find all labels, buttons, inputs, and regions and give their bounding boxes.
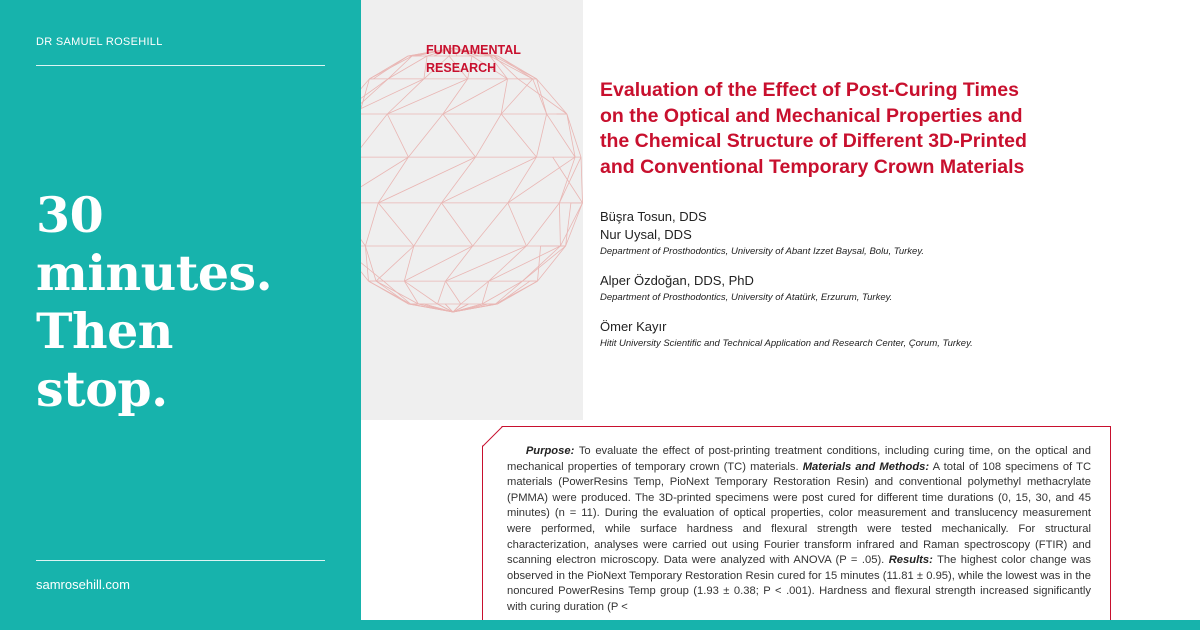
globe-edge xyxy=(414,203,442,246)
divider-bottom xyxy=(36,560,325,561)
globe-edge xyxy=(443,114,476,157)
author-affiliation-3: Hitit University Scientific and Technical Application and Research Center, Çorum, Turkey. xyxy=(600,338,973,349)
globe-edge xyxy=(387,79,424,114)
globe-edge xyxy=(559,203,560,246)
author-affiliation-2: Department of Prosthodontics, University of Atatürk, Erzurum, Turkey. xyxy=(600,292,893,303)
globe-edge xyxy=(518,79,567,114)
globe-edge xyxy=(560,203,582,246)
title-line: on the Optical and Mechanical Properties and xyxy=(600,104,1023,127)
author-name-3: Alper Özdoğan, DDS, PhD xyxy=(600,273,754,288)
globe-edge xyxy=(508,203,527,246)
globe-edge xyxy=(446,281,461,304)
globe-edge xyxy=(581,157,583,203)
globe-edge xyxy=(361,114,387,157)
globe-edge xyxy=(537,114,547,157)
globe-edge xyxy=(537,79,567,114)
globe-edge xyxy=(404,246,414,281)
headline xyxy=(36,186,336,418)
author-name-1: Büşra Tosun, DDS xyxy=(600,209,707,224)
purpose-text: To evaluate the effect of post-printing treatment conditions, including curing time, on the optical and mechanical properties of temporary crown (TC) materials. xyxy=(507,445,1091,473)
globe-edge xyxy=(442,203,473,246)
globe-edge xyxy=(404,281,437,304)
abstract-frame-corner xyxy=(482,426,504,448)
section-label-line: RESEARCH xyxy=(426,61,497,75)
title-line: and Conventional Temporary Crown Materials xyxy=(600,155,1025,178)
bottom-accent-strip xyxy=(361,620,1200,630)
globe-edge xyxy=(373,56,408,79)
site-url[interactable]: samrosehill.com xyxy=(36,577,130,592)
section-label-line: FUNDAMENTAL xyxy=(426,43,521,57)
headline-line: minutes. xyxy=(36,244,273,302)
paper-page xyxy=(361,0,1200,620)
globe-edge xyxy=(365,203,378,246)
globe-edge xyxy=(443,79,508,114)
globe-edge xyxy=(438,281,446,304)
purpose-label: Purpose: xyxy=(525,445,575,457)
globe-edge xyxy=(489,246,527,281)
globe-edge xyxy=(489,246,561,281)
headline-line: Then xyxy=(36,302,173,360)
globe-edge xyxy=(508,157,575,203)
abstract-text xyxy=(507,444,1091,616)
globe-edge xyxy=(476,114,502,157)
article-title xyxy=(600,78,1120,180)
globe-edge xyxy=(501,79,507,114)
globe-edge xyxy=(526,203,559,246)
geodesic-globe-graphic xyxy=(361,40,583,340)
globe-edge xyxy=(501,114,536,157)
divider-top xyxy=(36,65,325,66)
globe-edge xyxy=(387,114,408,157)
globe-edge xyxy=(446,246,527,281)
author-affiliation-1: Department of Prosthodontics, University of Abant Izzet Baysal, Bolu, Turkey. xyxy=(600,246,925,257)
globe-edge xyxy=(408,114,443,157)
globe-edge xyxy=(523,246,566,281)
author-name-2: Nur Uysal, DDS xyxy=(600,227,692,242)
globe-edge xyxy=(501,79,533,114)
globe-edge xyxy=(446,246,473,281)
globe-edge xyxy=(495,281,522,304)
title-line: Evaluation of the Effect of Post-Curing Times xyxy=(600,79,1019,101)
globe-edge xyxy=(361,203,365,246)
globe-edge xyxy=(538,246,541,281)
author-name: DR SAMUEL ROSEHILL xyxy=(36,36,163,48)
globe-edge xyxy=(461,281,489,304)
title-line: the Chemical Structure of Different 3D-Printed xyxy=(600,130,1027,152)
section-label xyxy=(426,41,521,77)
methods-label: Materials and Methods: xyxy=(802,460,930,473)
globe-edge xyxy=(388,56,412,79)
results-text: The highest color change was observed in the PioNext Temporary Restoration Resin cured for 15 minutes (11.81 ± 0.95), while the lowest was in the noncured PowerResins Temp group (1.93 ± 0.38; P < .001). Hardness and flexural strength increased significantly with curing duration (P < xyxy=(507,554,1091,613)
promo-panel xyxy=(0,0,361,630)
author-name-4: Ömer Kayır xyxy=(600,319,667,334)
globe-edge xyxy=(473,203,508,246)
globe-edge xyxy=(361,157,408,203)
results-label: Results: xyxy=(888,554,933,567)
globe-edge xyxy=(533,79,547,114)
headline-line: stop. xyxy=(36,360,168,418)
globe-edge xyxy=(442,157,476,203)
globe-edge xyxy=(388,56,427,79)
globe-edge xyxy=(378,203,414,246)
globe-edge xyxy=(376,246,414,281)
globe-edge xyxy=(404,246,472,281)
headline-line: 30 xyxy=(36,186,104,244)
methods-text: A total of 108 specimens of TC materials (PowerResins Temp, PioNext Temporary Restoration Resin) and conventional polymethyl methacrylate (PMMA) were produced. The 3D-printed specimens were post cured for different time durations (0, 15, 30, and 45 minutes) (n = 11). During the evaluation of optical properties, color measurement and translucency measurement were performed, while surface hardness and flexural strength were tested mechanically. For structural characterization, analyses were carried out using Fourier transform infrared and Raman spectroscopy (FTIR) and scanning electron microscopy. Data were analyzed with ANOVA (P = .05). xyxy=(507,460,1092,567)
globe-edge xyxy=(369,281,411,304)
